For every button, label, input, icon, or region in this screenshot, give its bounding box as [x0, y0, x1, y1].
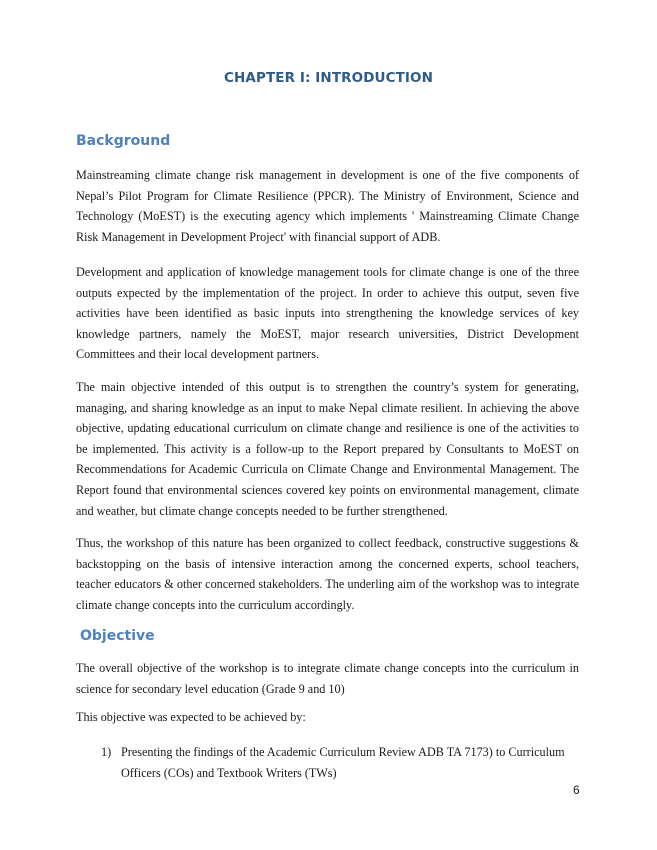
- background-paragraph-1: Mainstreaming climate change risk management in development is one of the five components of Nepal’s Pilot Program for Climate Resilience (PPCR). The Ministry of Environment, Science and Technology (MoEST) is the executing agency which implements ' Mainstreaming Climate Change Risk Management in Development Project' with financial support of ADB.: [76, 168, 579, 244]
- list-item: [101, 742, 571, 783]
- objective-paragraph-2: This objective was expected to be achieved by:: [76, 710, 306, 724]
- list-item-text: Presenting the findings of the Academic Curriculum Review ADB TA 7173) to Curriculum Officers (COs) and Textbook Writers (TWs): [121, 745, 565, 780]
- objective-list: [101, 742, 571, 783]
- background-paragraph-4: Thus, the workshop of this nature has been organized to collect feedback, constructive suggestions & backstopping on the basis of intensive interaction among the concerned experts, school teachers, teacher educators & other concerned stakeholders. The underling aim of the workshop was to integrate climate change concepts into the curriculum accordingly.: [76, 536, 579, 612]
- background-paragraph-2: Development and application of knowledge management tools for climate change is one of the three outputs expected by the implementation of the project. In order to achieve this output, seven five activities have been identified as basic inputs into strengthening the knowledge services of key knowledge partners, namely the MoEST, major research universities, District Development Committees and their local development partners.: [76, 265, 579, 362]
- objective-paragraph-1: The overall objective of the workshop is to integrate climate change concepts into the curriculum in science for secondary level education (Grade 9 and 10): [76, 661, 579, 696]
- background-heading: Background: [76, 133, 171, 149]
- page-number: 6: [573, 783, 580, 797]
- objective-heading: Objective: [80, 628, 155, 644]
- background-paragraph-3: The main objective intended of this output is to strengthen the country’s system for generating, managing, and sharing knowledge as an input to make Nepal climate resilient. In achieving the above objective, updating educational curriculum on climate change and resilience is one of the activities to be implemented. This activity is a follow-up to the Report prepared by Consultants to MoEST on Recommendations for Academic Curricula on Climate Change and Environmental Management. The Report found that environmental sciences covered key points on environmental management, climate and weather, but climate change concepts needed to be further strengthened.: [76, 380, 579, 518]
- list-item-number: 1): [101, 745, 112, 759]
- chapter-title: CHAPTER I: INTRODUCTION: [224, 70, 433, 86]
